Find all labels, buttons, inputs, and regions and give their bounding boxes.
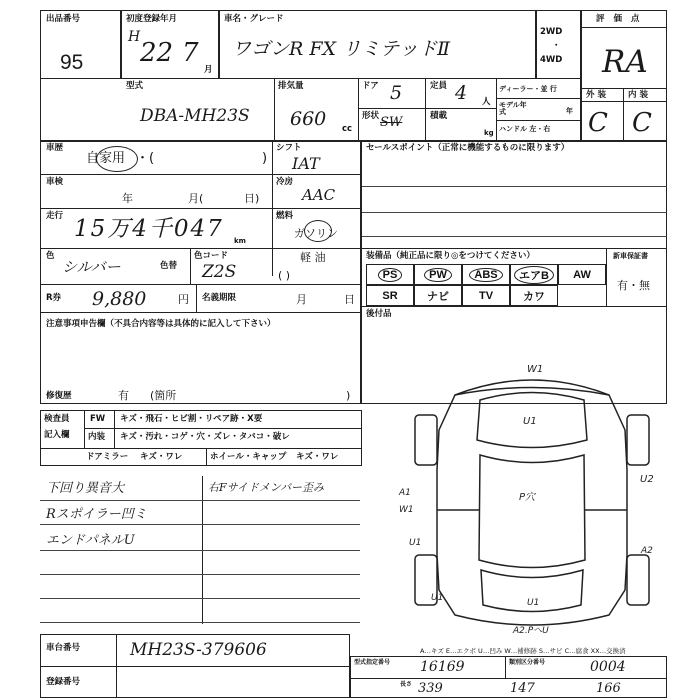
- repair-value: 有: [118, 389, 129, 402]
- remark-right: 右Fサイドメンバー歪み: [208, 481, 324, 494]
- person-unit: 人: [482, 97, 491, 107]
- color-label: 色: [46, 251, 55, 261]
- year-unit: 年: [566, 107, 573, 115]
- equipment-item-row2-1: [414, 285, 462, 306]
- recycle-label: R券: [46, 293, 62, 303]
- checker-int-text: キズ・汚れ・コゲ・穴・ズレ・タバコ・破レ: [120, 432, 290, 442]
- color-code-value: Z2S: [202, 262, 237, 282]
- diagram-mark-u2-right: U2: [640, 474, 654, 485]
- load-label: 積載: [430, 111, 448, 121]
- equipment-item-label: カワ: [523, 290, 545, 303]
- doors-value: 5: [390, 82, 403, 104]
- checker-label-1: 検査員: [44, 414, 70, 424]
- mileage-value: 15万4千047: [74, 216, 224, 242]
- reg-year: 22: [140, 38, 174, 68]
- length-label: 長さ: [400, 681, 413, 688]
- fuel-other: 軽 油: [300, 251, 326, 264]
- repair-paren: (箇所: [150, 389, 177, 402]
- diagram-mark-lower-left: U1: [431, 593, 444, 603]
- shift-label: シフト: [276, 143, 302, 153]
- exterior-grade: C: [588, 108, 608, 138]
- equipment-item-label: PS: [378, 268, 403, 282]
- diagram-mark-a1: A1: [399, 488, 411, 498]
- remark-2: Rスポイラー凹ミ: [46, 507, 147, 522]
- height-value: 166: [596, 681, 621, 696]
- color-value: シルバー: [62, 258, 121, 276]
- width-value: 147: [510, 681, 535, 696]
- form-frame: [40, 10, 667, 404]
- first-reg-label: 初度登録年月: [126, 14, 178, 24]
- equipment-item-row1-3: [510, 264, 558, 285]
- drive-4wd: 4WD: [540, 55, 563, 65]
- exterior-label: 外 装: [586, 90, 606, 100]
- equipment-item-row2-0: [366, 285, 414, 306]
- diagram-mark-a2-right: A2: [641, 546, 653, 556]
- usage-circle: [96, 146, 138, 172]
- drive-dot: ・: [552, 41, 561, 51]
- diagram-rear-note: A2.PヘU: [513, 626, 549, 635]
- cert-value-2: 0004: [590, 659, 626, 675]
- cc-unit: cc: [342, 124, 353, 134]
- inspection-day: 日): [244, 192, 260, 205]
- ac-value: AAC: [302, 186, 336, 204]
- diagram-mark-w1: W1: [399, 505, 414, 515]
- checker-mirror-tag: ドアミラー: [86, 452, 129, 462]
- capacity-label: 定員: [430, 81, 448, 91]
- usage-close: ): [262, 151, 268, 166]
- inspection-month: 月(: [188, 192, 204, 205]
- dealer-label: ディーラー・並 行: [499, 85, 557, 93]
- handle-label: ハンドル 左・右: [499, 125, 551, 133]
- diagram-mark-hood: U1: [523, 416, 537, 427]
- diagram-mark-roof: P穴: [519, 492, 536, 503]
- equipment-item-label: SR: [382, 289, 398, 302]
- equipment-item-row1-0: [366, 264, 414, 285]
- interior-grade: C: [632, 108, 652, 138]
- equipment-item-row2-2: [462, 285, 510, 306]
- checker-label-2: 記入欄: [44, 430, 70, 440]
- month-unit: 月: [204, 65, 213, 75]
- recycle-value: 9,880: [92, 288, 147, 310]
- yen-unit: 円: [178, 293, 189, 306]
- model-label: 車名・グレード: [224, 14, 284, 24]
- deadline-day: 日: [344, 293, 355, 306]
- equipment-item-label: ナビ: [427, 290, 449, 303]
- capacity-value: 4: [455, 82, 468, 104]
- displacement-value: 660: [290, 108, 327, 130]
- checker-wheel-tag: ホイール・キャップ: [210, 452, 287, 462]
- usage-rest: ・(: [136, 151, 155, 166]
- reg-era: H: [128, 29, 141, 45]
- cert-label-2: 類別区分番号: [509, 659, 546, 666]
- fuel-paren: ( ): [278, 269, 291, 282]
- checker-fw-text: キズ・飛石・ヒビ割・リペア跡・X要: [120, 414, 263, 424]
- fuel-label: 燃料: [276, 211, 294, 221]
- score-label: 評 価 点: [596, 14, 643, 24]
- equipment-item-row2-3: [510, 285, 558, 306]
- equipment-item-label: AW: [573, 268, 591, 281]
- equipment-item-label: TV: [478, 289, 494, 302]
- km-unit: km: [234, 237, 246, 245]
- remark-3: エンドパネルU: [46, 533, 135, 548]
- checker-fw-tag: FW: [90, 414, 106, 424]
- frame-value: MH23S-379606: [130, 640, 267, 660]
- accessories-label: 後付品: [366, 309, 392, 319]
- checker-wheel-text: キズ・ワレ: [296, 452, 339, 462]
- equipment-item-row1-1: [414, 264, 462, 285]
- vehicle-diagram: [395, 360, 670, 635]
- warranty-value: 有・無: [617, 279, 650, 292]
- diagram-mark-top: W1: [527, 364, 544, 375]
- shape-label: 形状: [362, 111, 380, 121]
- selling-points-label: セールスポイント（正常に機能するものに限ります）: [366, 143, 570, 153]
- score-value: RA: [602, 44, 648, 80]
- lot-number: 95: [60, 51, 84, 74]
- repair-close: ): [346, 389, 351, 402]
- repair-label: 修復歴: [46, 391, 72, 401]
- equipment-item-row1-4: [558, 264, 606, 285]
- inspection-year: 年: [122, 192, 133, 205]
- notes-label: 注意事項申告欄（不具合内容等は具体的に記入して下さい）: [46, 319, 276, 329]
- equipment-grid: [366, 264, 606, 306]
- equipment-item-label: PW: [424, 268, 452, 282]
- displacement-label: 排気量: [278, 81, 304, 91]
- equipment-item-label: エアB: [514, 266, 554, 284]
- drive-2wd: 2WD: [540, 27, 563, 37]
- reg-label: 登録番号: [46, 677, 81, 687]
- shape-value: SW: [380, 115, 403, 130]
- ac-label: 冷房: [276, 177, 294, 187]
- model-grade: ワゴンR FX リミテッドⅡ: [232, 38, 451, 60]
- deadline-month: 月: [296, 293, 307, 306]
- equipment-item-row1-2: [462, 264, 510, 285]
- kg-unit: kg: [484, 129, 494, 137]
- fuel-circle: [304, 220, 332, 242]
- usage-value: 自家用: [86, 151, 126, 166]
- remark-1: 下回り異音大: [46, 481, 125, 496]
- damage-legend: A…キズ E…エクボ U…凹み W…補修跡 S…サビ C…腐食 XX…交換済: [420, 647, 626, 655]
- frame-label: 車台番号: [46, 643, 81, 653]
- type-value: DBA-MH23S: [140, 106, 250, 126]
- diagram-mark-u1-left: U1: [409, 538, 422, 548]
- color-change-label: 色替: [160, 261, 178, 271]
- cert-value-1: 16169: [420, 659, 465, 675]
- inspection-label: 車検: [46, 177, 64, 187]
- checker-int-tag: 内装: [88, 432, 106, 442]
- deadline-label: 名義期限: [202, 293, 237, 303]
- cert-label-1: 型式指定番号: [354, 659, 391, 666]
- reg-month: 7: [182, 38, 199, 68]
- type-label: 型式: [126, 81, 144, 91]
- model-year-label: モデル年式: [499, 101, 527, 116]
- checker-mirror-text: キズ・ワレ: [140, 452, 183, 462]
- mileage-label: 走行: [46, 211, 64, 221]
- lot-label: 出品番号: [46, 14, 81, 24]
- color-code-label: 色コード: [194, 251, 229, 261]
- usage-label: 車歴: [46, 143, 64, 153]
- doors-label: ドア: [362, 81, 379, 91]
- shift-value: IAT: [292, 154, 320, 173]
- equipment-item-label: ABS: [469, 268, 502, 282]
- equipment-label: 装備品（純正品に限り◎をつけてください）: [366, 251, 535, 261]
- interior-label: 内 装: [628, 90, 648, 100]
- diagram-mark-rear: U1: [527, 598, 540, 608]
- fuel-value: ガソリン: [294, 227, 338, 240]
- length-value: 339: [418, 681, 443, 696]
- newcar-label: 新車保証書: [613, 252, 648, 260]
